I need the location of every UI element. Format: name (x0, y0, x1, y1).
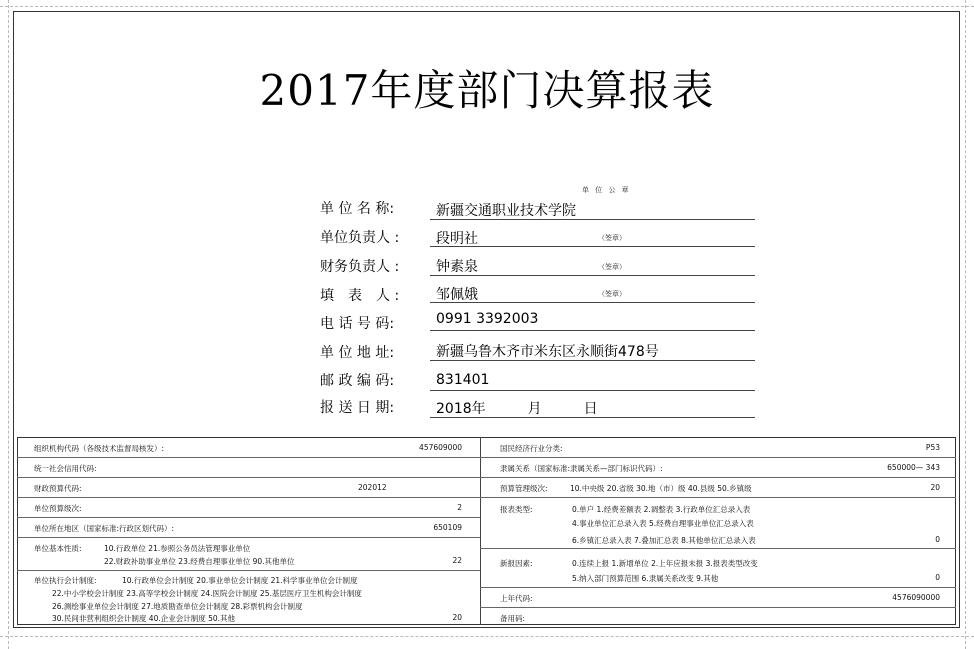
budget-mgmt-options: 10.中央级 20.省级 30.地（市）级 40.县级 50.乡镇级 (570, 484, 752, 493)
unit-head-label: 单位负责人 : (320, 230, 400, 246)
report-type-label: 报表类型: (500, 505, 533, 514)
report-type-value[interactable]: 0 (935, 535, 940, 544)
prev-code-label: 上年代码: (500, 594, 533, 603)
unit-name-underline (430, 219, 755, 220)
acct-label: 单位执行会计制度: (34, 576, 97, 585)
phone-label: 电 话 号 码: (320, 316, 395, 332)
grid-divider-vertical (480, 437, 481, 625)
org-code-label: 组织机构代码（各级技术监督局核发）: (34, 444, 165, 453)
acct-options-line3: 26.测绘事业单位会计制度 27.地质勘查单位会计制度 28.彩票机构会计制度 (52, 602, 303, 611)
grid-line (17, 537, 480, 538)
grid-line (17, 497, 480, 498)
report-date-label: 报 送 日 期: (320, 400, 395, 416)
nature-options-line2: 22.财政补助事业单位 23.经费自理事业单位 90.其他单位 (104, 557, 295, 566)
budget-mgmt-label: 预算管理级次: (500, 484, 548, 493)
grid-line (17, 477, 480, 478)
postcode-value[interactable]: 831401 (436, 372, 490, 388)
preparer-sign-label: （签章） (598, 290, 626, 298)
finance-head-sign-label: （签章） (598, 263, 626, 271)
report-type-options-line1: 0.单户 1.经费差额表 2.调整表 3.行政单位汇总录入表 (572, 505, 751, 514)
finance-head-underline (430, 275, 755, 276)
unit-head-value[interactable]: 段明社 (436, 231, 478, 247)
budget-mgmt-value[interactable]: 20 (930, 483, 940, 492)
unit-stamp-note: 单 位 公 章 (582, 186, 631, 194)
grid-line (480, 477, 956, 478)
preparer-underline (430, 302, 755, 303)
grid-line (17, 517, 480, 518)
phone-underline (430, 330, 755, 331)
postcode-label: 邮 政 编 码: (320, 373, 395, 389)
postcode-underline (430, 390, 755, 391)
finance-head-label: 财务负责人 : (320, 259, 400, 275)
nature-options-line1: 10.行政单位 21.参照公务员法管理事业单位 (104, 544, 251, 553)
backup-code-label: 备用码: (500, 614, 526, 623)
page-guide-top (0, 6, 974, 7)
grid-line (17, 570, 480, 571)
new-reason-options-line2: 5.纳入部门预算范围 6.隶属关系改变 9.其他 (572, 574, 719, 583)
region-label: 单位所在地区（国家标准:行政区划代码）: (34, 524, 175, 533)
acct-options-line1: 10.行政单位会计制度 20.事业单位会计制度 21.科学事业单位会计制度 (122, 576, 358, 585)
new-reason-label: 新报因素: (500, 559, 533, 568)
address-underline (430, 360, 755, 361)
grid-line (480, 497, 956, 498)
industry-label: 国民经济行业分类: (500, 444, 563, 453)
region-value[interactable]: 650109 (433, 523, 462, 532)
budget-level-value[interactable]: 2 (457, 503, 462, 512)
new-reason-value[interactable]: 0 (935, 573, 940, 582)
report-date-value[interactable]: 2018年 月 日 (436, 401, 598, 417)
industry-value[interactable]: P53 (925, 443, 940, 452)
report-type-options-line2: 4.事业单位汇总录入表 5.经费自理事业单位汇总录入表 (572, 519, 754, 528)
nature-label: 单位基本性质: (34, 544, 82, 553)
preparer-value[interactable]: 邹佩娥 (436, 287, 478, 303)
nature-value[interactable]: 22 (452, 556, 462, 565)
org-code-value[interactable]: 457609000 (419, 443, 462, 452)
affiliation-label: 隶属关系（国家标准:隶属关系—部门标识代码）: (500, 464, 663, 473)
phone-value[interactable]: 0991 3392003 (436, 311, 539, 327)
unit-name-value[interactable]: 新疆交通职业技术学院 (436, 203, 576, 219)
finance-head-value[interactable]: 钟素泉 (436, 259, 478, 275)
report-title: 2017年度部门决算报表 (259, 66, 715, 115)
fin-code-value[interactable]: 202012 (358, 483, 387, 492)
address-value[interactable]: 新疆乌鲁木齐市米东区永顺街478号 (436, 344, 659, 360)
report-date-underline (430, 417, 755, 418)
unit-head-underline (430, 246, 755, 247)
credit-code-label: 统一社会信用代码: (34, 464, 97, 473)
acct-options-line2: 22.中小学校会计制度 23.高等学校会计制度 24.医院会计制度 25.基层医疗卫生机构会计制度 (52, 589, 362, 598)
grid-line (480, 548, 956, 549)
prev-code-value[interactable]: 4576090000 (892, 593, 940, 602)
report-type-options-line3: 6.乡镇汇总录入表 7.叠加汇总表 8.其他单位汇总录入表 (572, 536, 756, 545)
grid-line (17, 457, 480, 458)
preparer-label: 填 表 人 : (320, 288, 400, 304)
new-reason-options-line1: 0.连续上报 1.新增单位 2.上年应报未报 3.报表类型改变 (572, 559, 758, 568)
budget-level-label: 单位预算级次: (34, 504, 82, 513)
unit-name-label: 单 位 名 称: (320, 201, 395, 217)
unit-head-sign-label: （签章） (598, 234, 626, 242)
grid-line (480, 607, 956, 608)
grid-line (480, 587, 956, 588)
page-guide-bottom (0, 636, 974, 637)
address-label: 单 位 地 址: (320, 345, 395, 361)
grid-line (480, 457, 956, 458)
fin-code-label: 财政预算代码: (34, 484, 82, 493)
acct-value[interactable]: 20 (452, 613, 462, 622)
affiliation-value[interactable]: 650000— 343 (887, 463, 940, 472)
acct-options-line4: 30.民间非营利组织会计制度 40.企业会计制度 50.其他 (52, 614, 236, 623)
